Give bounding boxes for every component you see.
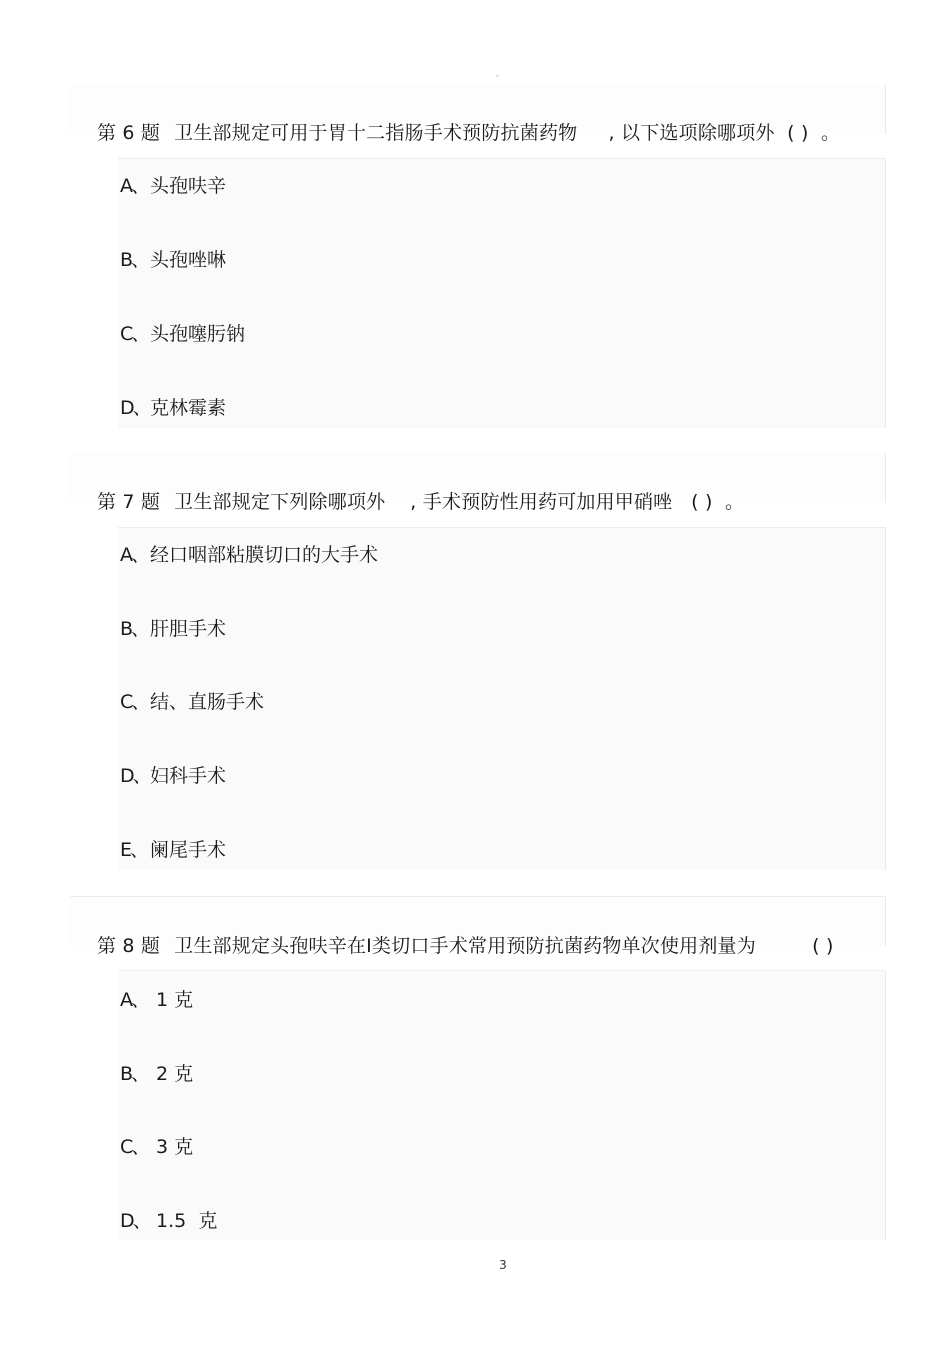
option-text: 头孢呋辛	[150, 175, 227, 197]
question-number: 第 8 题	[96, 935, 161, 957]
option-b[interactable]	[120, 614, 226, 641]
option-text: 3 克	[150, 1136, 194, 1158]
option-a[interactable]	[120, 171, 226, 198]
option-letter: C、	[120, 1136, 149, 1158]
option-b[interactable]	[120, 1059, 193, 1086]
option-text: 妇科手术	[150, 765, 227, 787]
option-letter: D、	[120, 1210, 150, 1232]
option-d[interactable]	[120, 1206, 217, 1233]
option-text: 克林霉素	[150, 397, 227, 419]
option-c[interactable]	[120, 687, 264, 714]
option-d[interactable]	[120, 761, 226, 788]
question-text: 卫生部规定可用于胃十二指肠手术预防抗菌药物 , 以下选项除哪项外 ( ) 。	[174, 122, 841, 144]
option-letter: A、	[120, 175, 148, 197]
question-number: 第 6 题	[96, 122, 161, 144]
option-text: 经口咽部粘膜切口的大手术	[150, 544, 379, 566]
question-text: 卫生部规定头孢呋辛在Ⅰ类切口手术常用预防抗菌药物单次使用剂量为 ( )	[174, 935, 834, 957]
option-c[interactable]	[120, 1132, 193, 1159]
option-b[interactable]	[120, 245, 226, 272]
question-number: 第 7 题	[96, 491, 161, 513]
question-6-options	[118, 158, 886, 428]
option-a[interactable]	[120, 985, 193, 1012]
option-letter: D、	[120, 397, 150, 419]
option-letter: C、	[120, 323, 149, 345]
option-letter: B、	[120, 618, 149, 640]
option-text: 2 克	[150, 1063, 194, 1085]
question-text: 卫生部规定下列除哪项外 , 手术预防性用药可加用甲硝唑 ( ) 。	[174, 491, 745, 513]
option-letter: B、	[120, 249, 149, 271]
question-7-options	[118, 527, 886, 870]
option-letter: B、	[120, 1063, 149, 1085]
question-7	[70, 453, 886, 513]
option-text: 肝胆手术	[150, 618, 227, 640]
question-7-text-line	[72, 465, 744, 536]
option-letter: C、	[120, 691, 149, 713]
question-8	[70, 896, 886, 957]
page-header-mark: 。	[496, 69, 504, 78]
option-c[interactable]	[120, 319, 245, 346]
option-letter: A、	[120, 544, 148, 566]
question-8-options	[118, 970, 886, 1240]
option-text: 阑尾手术	[150, 839, 227, 861]
page-number: 3	[499, 1258, 507, 1272]
option-text: 1 克	[150, 989, 194, 1011]
option-d[interactable]	[120, 393, 226, 420]
option-text: 1.5 克	[150, 1210, 218, 1232]
option-text: 结、直肠手术	[150, 691, 265, 713]
question-6	[70, 84, 886, 144]
option-letter: E、	[120, 839, 148, 861]
option-text: 头孢唑啉	[150, 249, 227, 271]
option-letter: A、	[120, 989, 148, 1011]
option-letter: D、	[120, 765, 150, 787]
option-a[interactable]	[120, 540, 378, 567]
option-text: 头孢噻肟钠	[150, 323, 246, 345]
option-e[interactable]	[120, 835, 226, 862]
question-6-text-line	[72, 96, 840, 167]
